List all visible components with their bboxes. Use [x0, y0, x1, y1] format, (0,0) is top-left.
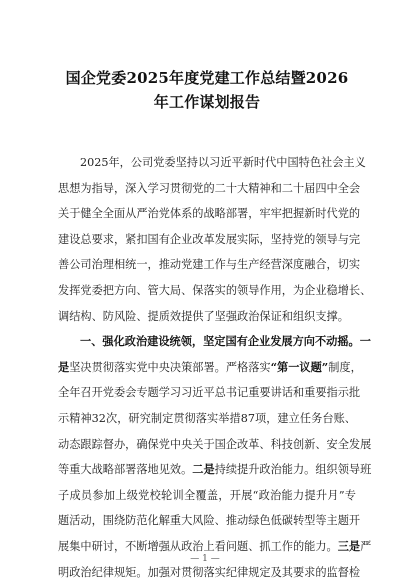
- document-title: [58, 66, 356, 114]
- document-body: [58, 150, 356, 585]
- body-line: [58, 201, 356, 227]
- bold-text-segment: “第一议题”: [271, 360, 329, 374]
- body-line: [58, 329, 356, 355]
- text-segment: 坚决贯彻落实党中央决策部署。严格落实: [69, 361, 270, 374]
- body-line: [58, 483, 356, 509]
- bold-text-segment: 是: [58, 360, 69, 374]
- body-line: [58, 508, 356, 534]
- text-segment: 题活动，围绕防范化解重大风险、推动绿色低碳转型等主题开: [58, 514, 360, 527]
- text-segment: 善公司治理相统一，推动党建工作与生产经营深度融合，切实: [58, 258, 360, 271]
- text-segment: 思想为指导，深入学习贯彻党的二十大精神和二十届四中全会: [58, 182, 360, 195]
- title-line-2: 年工作谋划报告: [58, 90, 356, 114]
- body-line: [58, 227, 356, 253]
- text-segment: 示精神32次，研究制定贯彻落实举措87项，建立任务台账、: [58, 412, 356, 425]
- text-segment: 严: [360, 540, 371, 553]
- body-line: [58, 150, 356, 176]
- text-segment: 发挥党委把方向、管大局、保落实的领导作用，为企业稳增长、: [58, 284, 371, 297]
- body-line: [58, 252, 356, 278]
- text-segment: 全年召开党委会专题学习习近平总书记重要讲话和重要指示批: [58, 386, 360, 399]
- body-line: [58, 355, 356, 381]
- body-line: [58, 406, 356, 432]
- text-segment: 关于健全全面从严治党体系的战略部署，牢牢把握新时代党的: [58, 207, 360, 220]
- text-segment: 等重大战略部署落地见效。: [58, 463, 192, 476]
- body-line: [58, 457, 356, 483]
- text-segment: 动态跟踪督办，确保党中央关于国企改革、科技创新、安全发展: [58, 438, 371, 451]
- body-line: [58, 304, 356, 330]
- title-line-1: 国企党委2025年度党建工作总结暨2026: [58, 66, 356, 90]
- body-line: [58, 380, 356, 406]
- bold-text-segment: 三是: [338, 539, 360, 553]
- text-segment: 调结构、防风险、提质效提供了坚强政治保证和组织支撑。: [58, 310, 349, 323]
- body-line: [58, 176, 356, 202]
- bold-text-segment: 二是: [192, 462, 214, 476]
- text-segment: 2025年，公司党委坚持以习近平新时代中国特色社会主义: [80, 156, 366, 169]
- body-line: [58, 432, 356, 458]
- body-line: [58, 278, 356, 304]
- text-segment: 建设总要求，紧扣国有企业改革发展实际，坚持党的领导与完: [58, 233, 360, 246]
- text-segment: 持续提升政治能力。组织领导班: [215, 463, 372, 476]
- bold-text-segment: 一、强化政治建设统领，坚定国有企业发展方向不动摇。一: [80, 334, 371, 348]
- text-segment: 子成员参加上级党校轮训全覆盖，开展“政治能力提升月”专: [58, 489, 356, 502]
- text-segment: 明政治纪律规矩。加强对贯彻落实纪律规定及其要求的监督检: [58, 566, 360, 579]
- text-segment: 展集中研讨，不断增强从政治上看问题、抓工作的能力。: [58, 540, 338, 553]
- text-segment: 制度，: [328, 361, 362, 374]
- page-number: — 1 —: [0, 554, 410, 564]
